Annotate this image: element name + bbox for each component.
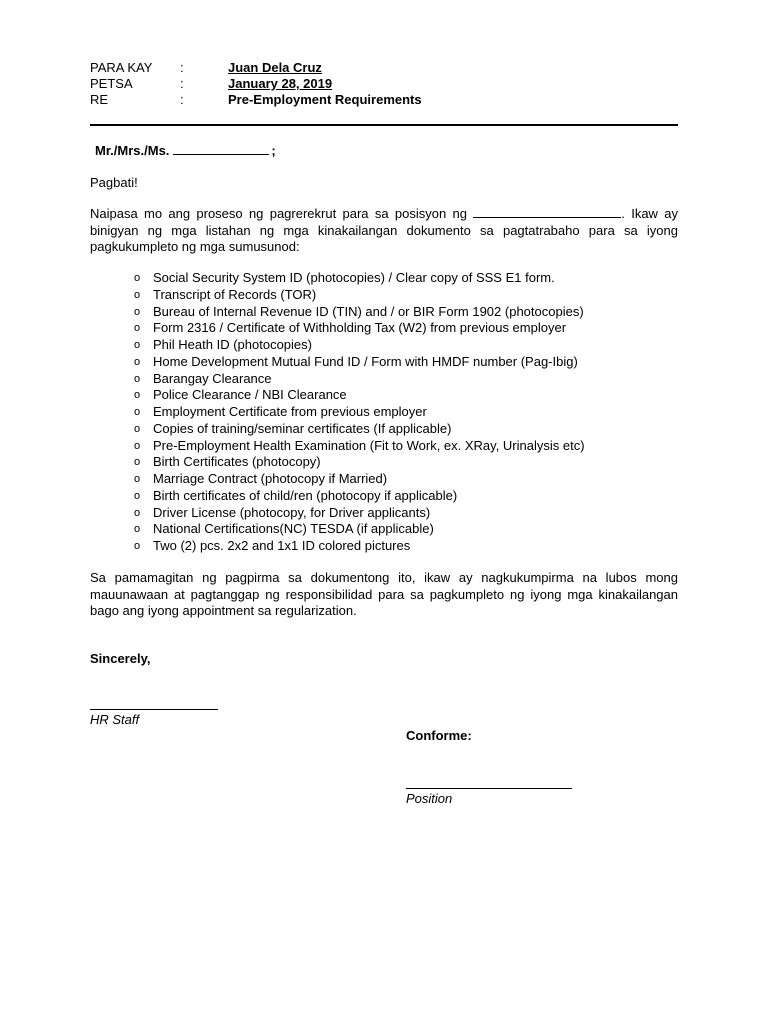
bullet-icon: o <box>133 439 141 452</box>
bullet-icon: o <box>133 540 141 552</box>
requirement-item <box>132 421 692 438</box>
salutation-prefix: Mr./Mrs./Ms. <box>95 143 170 158</box>
date-label: PETSA <box>90 76 133 91</box>
position-blank-line <box>473 206 621 218</box>
re-label: RE <box>90 92 109 107</box>
closing-paragraph: Sa pamamagitan ng pagpirma sa dokumentong ito, ikaw ay nagkukumpirma na lubos mong mauunawaan at pagtanggap ng responsibilidad para sa pagkumpleto ng iyong mga kinakailangan bago ang iyong appointment sa regularization. <box>90 570 678 618</box>
requirement-item <box>132 320 692 337</box>
requirement-text: Form 2316 / Certificate of Withholding Tax (W2) from previous employer <box>153 320 567 336</box>
requirement-item <box>132 304 692 321</box>
requirement-text: Social Security System ID (photocopies) / Clear copy of SSS E1 form. <box>153 270 555 285</box>
requirement-text: Phil Heath ID (photocopies) <box>153 337 312 352</box>
requirement-item <box>132 354 692 371</box>
requirement-text: Birth certificates of child/ren (photocopy if applicable) <box>153 487 458 503</box>
hr-staff-label: HR Staff <box>90 712 140 727</box>
date-value: January 28, 2019 <box>228 76 333 91</box>
requirement-text: Home Development Mutual Fund ID / Form with HMDF number (Pag-Ibig) <box>153 353 578 369</box>
bullet-icon: o <box>133 406 141 418</box>
re-colon: : <box>180 92 184 107</box>
requirement-item <box>132 371 692 388</box>
requirement-text: Police Clearance / NBI Clearance <box>153 387 347 403</box>
bullet-icon: o <box>133 456 141 469</box>
requirement-item <box>132 471 692 488</box>
bullet-icon: o <box>133 288 141 301</box>
requirement-item <box>132 505 692 522</box>
requirement-text: Bureau of Internal Revenue ID (TIN) and / or BIR Form 1902 (photocopies) <box>153 303 584 319</box>
bullet-icon: o <box>133 272 141 284</box>
requirement-item <box>132 270 692 287</box>
requirement-text: Birth Certificates (photocopy) <box>153 454 321 470</box>
to-label: PARA KAY <box>90 60 153 75</box>
requirement-item <box>132 337 692 354</box>
sign-off: Sincerely, <box>90 651 151 666</box>
requirement-item <box>132 387 692 404</box>
bullet-icon: o <box>133 489 141 502</box>
requirement-text: Two (2) pcs. 2x2 and 1x1 ID colored pictures <box>153 538 411 553</box>
requirement-item <box>132 538 692 555</box>
requirement-item <box>132 404 692 421</box>
requirement-item <box>132 521 692 538</box>
bullet-icon: o <box>133 372 141 385</box>
bullet-icon: o <box>133 422 141 435</box>
intro-part2: . Ikaw ay binigyan ng mga listahan ng mga kinakailangan dokumento sa pagtatrabaho para sa iyong pagkukumpleto ng mga sumusunod: <box>90 206 678 254</box>
hr-signature-line <box>90 709 218 710</box>
requirements-list <box>132 270 692 555</box>
salutation-suffix: ; <box>271 143 276 158</box>
requirement-text: Copies of training/seminar certificates (If applicable) <box>153 420 452 436</box>
re-value: Pre-Employment Requirements <box>228 92 422 107</box>
header-divider <box>90 124 678 126</box>
requirement-item <box>132 438 692 455</box>
conforme-signature-line <box>406 788 572 789</box>
name-blank-line <box>173 143 269 155</box>
intro-part1: Naipasa mo ang proseso ng pagrerekrut para sa posisyon ng <box>90 206 467 221</box>
requirement-text: National Certifications(NC) TESDA (if applicable) <box>153 521 434 537</box>
salutation <box>95 143 276 158</box>
bullet-icon: o <box>133 322 141 335</box>
bullet-icon: o <box>133 506 141 519</box>
requirement-text: Barangay Clearance <box>153 370 272 386</box>
requirement-text: Driver License (photocopy, for Driver applicants) <box>153 504 431 520</box>
requirement-text: Pre-Employment Health Examination (Fit to Work, ex. XRay, Urinalysis etc) <box>153 437 585 453</box>
date-colon: : <box>180 76 184 91</box>
position-label: Position <box>406 791 453 806</box>
to-colon: : <box>180 60 184 75</box>
bullet-icon: o <box>133 523 141 536</box>
bullet-icon: o <box>133 339 141 351</box>
to-value: Juan Dela Cruz <box>228 60 322 75</box>
requirement-text: Employment Certificate from previous employer <box>153 404 427 419</box>
bullet-icon: o <box>133 355 141 368</box>
bullet-icon: o <box>133 389 141 402</box>
requirement-item <box>132 488 692 505</box>
requirement-item <box>132 454 692 471</box>
bullet-icon: o <box>133 473 141 485</box>
requirement-text: Transcript of Records (TOR) <box>153 286 317 302</box>
bullet-icon: o <box>133 305 141 318</box>
greeting: Pagbati! <box>90 175 138 190</box>
intro-paragraph <box>90 206 678 256</box>
requirement-item <box>132 287 692 304</box>
conforme-label: Conforme: <box>406 728 472 743</box>
requirement-text: Marriage Contract (photocopy if Married) <box>153 471 388 486</box>
